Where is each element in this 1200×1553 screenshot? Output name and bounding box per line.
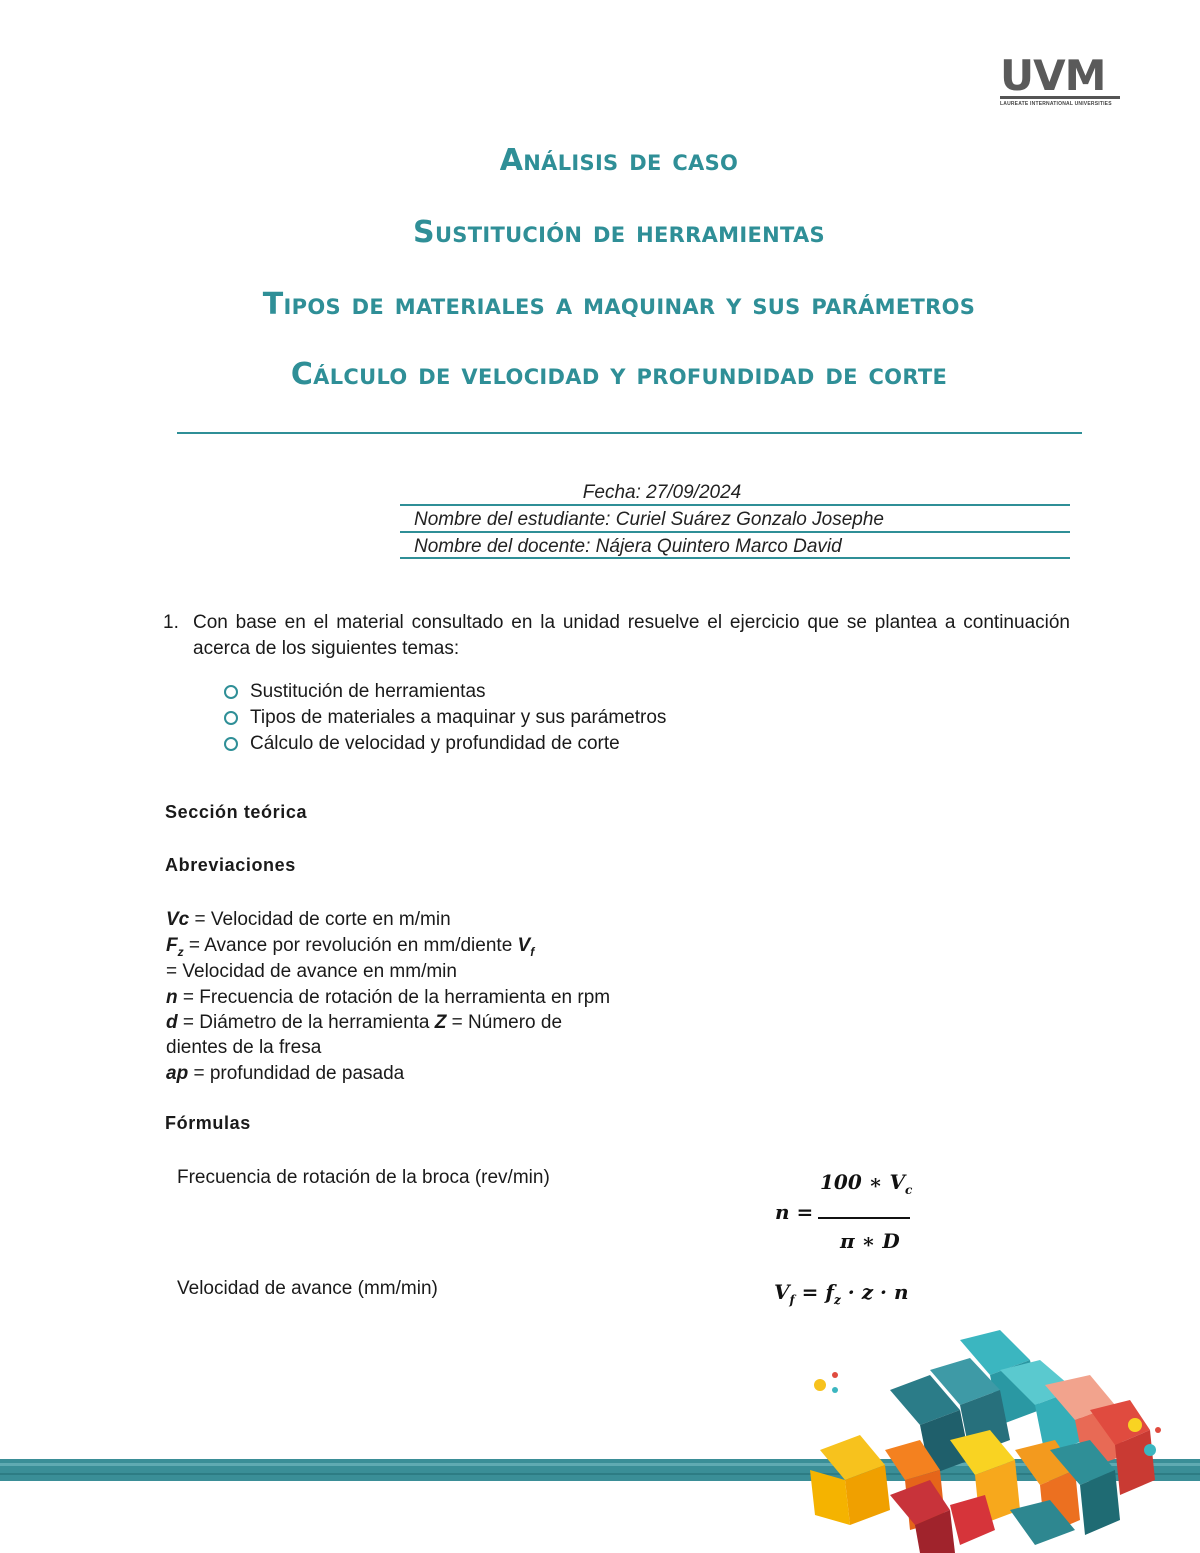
definition: = Frecuencia de rotación de la herramienta en rpm bbox=[177, 987, 611, 1008]
definition: = Velocidad de corte en m/min bbox=[189, 909, 451, 930]
abbrev-z-cont: dientes de la fresa bbox=[166, 1037, 322, 1058]
docente-underline bbox=[400, 557, 1070, 559]
definition: = Diámetro de la herramienta bbox=[177, 1012, 435, 1033]
symbol: d bbox=[166, 1012, 178, 1033]
symbol: ap bbox=[166, 1063, 189, 1084]
formula-velocidad-avance bbox=[774, 1280, 909, 1307]
symbol: Vc bbox=[166, 909, 190, 930]
numerator-text: 100 ∗ V bbox=[820, 1170, 906, 1194]
title-calculo: Cálculo de velocidad y profundidad de corte bbox=[290, 357, 948, 392]
symbol: Z bbox=[434, 1012, 447, 1033]
decorative-cubes-graphic bbox=[790, 1330, 1200, 1553]
nombre-estudiante: Nombre del estudiante: Curiel Suárez Gonzalo Josephe bbox=[414, 509, 884, 530]
symbol: V bbox=[517, 935, 531, 956]
formula-label-avance: Velocidad de avance (mm/min) bbox=[177, 1278, 438, 1299]
abbrev-vc bbox=[166, 907, 451, 933]
formula-label-frecuencia: Frecuencia de rotación de la broca (rev/min) bbox=[177, 1167, 550, 1188]
title-sustitucion: Sustitución de herramientas bbox=[413, 215, 825, 250]
logo-text: UVM bbox=[1000, 51, 1106, 100]
symbol: n bbox=[166, 987, 178, 1008]
f2-v-sub: f bbox=[789, 1293, 795, 1307]
f2-end: · z · n bbox=[840, 1280, 909, 1304]
heading-formulas: Fórmulas bbox=[165, 1113, 251, 1133]
bullet-text: Tipos de materiales a maquinar y sus parámetros bbox=[250, 707, 667, 728]
symbol: F bbox=[166, 935, 178, 956]
formula-numerator bbox=[820, 1170, 912, 1197]
abbrev-n bbox=[166, 985, 610, 1011]
item-number: 1. bbox=[163, 612, 179, 633]
fecha: Fecha: 27/09/2024 bbox=[582, 482, 742, 503]
title-analisis: Análisis de caso bbox=[499, 143, 739, 178]
formula-lhs: n = bbox=[775, 1200, 814, 1224]
circle-bullet-icon bbox=[224, 711, 238, 725]
f2-f-sub: z bbox=[834, 1293, 841, 1307]
logo-subtitle: LAUREATE INTERNATIONAL UNIVERSITIES bbox=[1000, 96, 1120, 107]
definition: = Número de bbox=[446, 1012, 563, 1033]
f2-v: V bbox=[774, 1280, 790, 1304]
definition: = Avance por revolución en mm/diente bbox=[183, 935, 518, 956]
fraction-bar bbox=[818, 1217, 910, 1219]
heading-seccion-teorica: Sección teórica bbox=[165, 802, 308, 822]
nombre-docente: Nombre del docente: Nájera Quintero Marco David bbox=[414, 536, 842, 557]
circle-bullet-icon bbox=[224, 685, 238, 699]
uvm-logo bbox=[1000, 51, 1122, 108]
circle-bullet-icon bbox=[224, 737, 238, 751]
heading-abreviaciones: Abreviaciones bbox=[165, 855, 296, 875]
subscript: f bbox=[530, 944, 535, 959]
formula-denominator: π ∗ D bbox=[840, 1229, 900, 1253]
fecha-underline bbox=[400, 504, 1070, 506]
abbrev-d bbox=[166, 1010, 562, 1036]
abbrev-vf: = Velocidad de avance en mm/min bbox=[166, 961, 457, 982]
item-text: Con base en el material consultado en la unidad resuelve el ejercicio que se plantea a continuación acerca de los siguientes temas: bbox=[193, 612, 1070, 659]
estudiante-underline bbox=[400, 531, 1070, 533]
title-divider bbox=[177, 432, 1082, 434]
bullet-text: Cálculo de velocidad y profundidad de corte bbox=[250, 733, 620, 754]
title-tipos: Tipos de materiales a maquinar y sus parámetros bbox=[262, 287, 976, 322]
definition: = profundidad de pasada bbox=[188, 1063, 405, 1084]
numerator-sub: c bbox=[905, 1183, 913, 1197]
abbrev-ap bbox=[166, 1061, 404, 1087]
f2-mid: = f bbox=[794, 1280, 834, 1304]
subscript: z bbox=[177, 944, 184, 959]
bullet-text: Sustitución de herramientas bbox=[250, 681, 486, 702]
